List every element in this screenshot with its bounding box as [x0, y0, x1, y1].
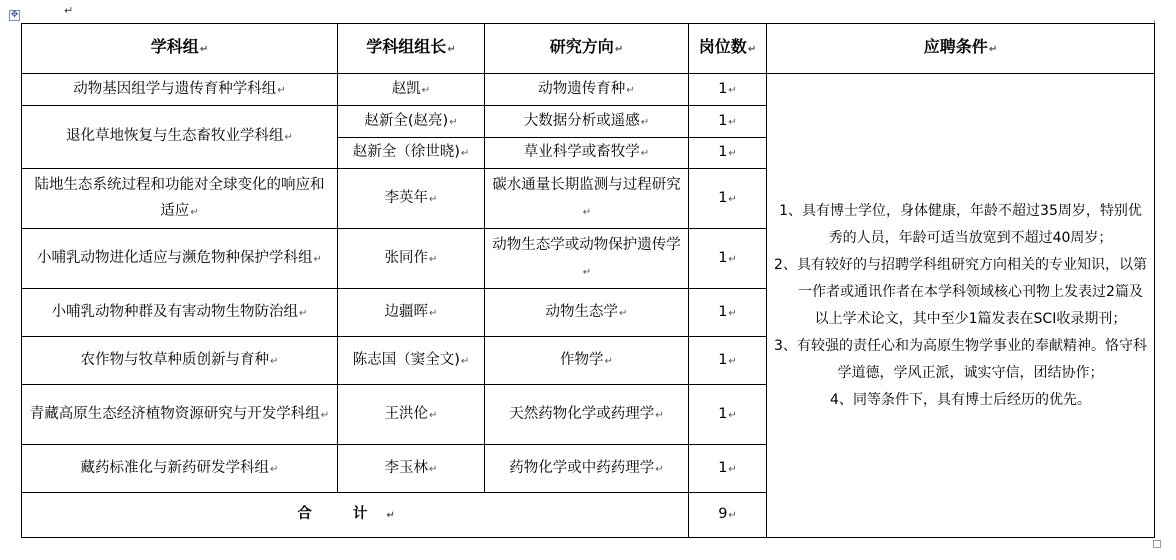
group-cell: 小哺乳动物种群及有害动物生物防治组 ↵: [22, 289, 338, 337]
group-cell: 小哺乳动物进化适应与濒危物种保护学科组 ↵: [22, 229, 338, 289]
direction-cell: 动物生态学或动物保护遗传学 ↵: [485, 229, 689, 289]
direction-cell: 碳水通量长期监测与过程研究 ↵: [485, 169, 689, 229]
total-label-cell: 合 计 ↵: [22, 493, 689, 538]
leader-cell: 陈志国（窦全文) ↵: [338, 337, 485, 385]
direction-cell: 草业科学或畜牧学 ↵: [485, 138, 689, 169]
direction-cell: 动物生态学 ↵: [485, 289, 689, 337]
table-row: [22, 74, 1155, 106]
leader-cell: 张同作 ↵: [338, 229, 485, 289]
header-direction: 研究方向 ↵: [485, 24, 689, 74]
conditions-cell: [767, 74, 1155, 538]
leader-cell: 赵新全（徐世晓) ↵: [338, 138, 485, 169]
direction-cell: 作物学 ↵: [485, 337, 689, 385]
direction-cell: 动物遗传育种 ↵: [485, 74, 689, 106]
positions-cell: 1 ↵: [689, 138, 767, 169]
header-group: 学科组 ↵: [22, 24, 338, 74]
total-value-cell: 9 ↵: [689, 493, 767, 538]
positions-cell: 1 ↵: [689, 169, 767, 229]
leader-cell: 边疆晖 ↵: [338, 289, 485, 337]
positions-cell: 1 ↵: [689, 385, 767, 445]
positions-cell: 1 ↵: [689, 445, 767, 493]
header-leader: 学科组组长 ↵: [338, 24, 485, 74]
direction-cell: 天然药物化学或药理学 ↵: [485, 385, 689, 445]
table-resize-handle[interactable]: [1153, 540, 1161, 548]
positions-cell: 1 ↵: [689, 289, 767, 337]
paragraph-mark: ↵: [64, 4, 74, 17]
group-cell: 农作物与牧草种质创新与育种 ↵: [22, 337, 338, 385]
condition-item: 4、同等条件下，具有博士后经历的优先。: [830, 391, 1091, 408]
leader-cell: 王洪伦 ↵: [338, 385, 485, 445]
positions-cell: 1 ↵: [689, 229, 767, 289]
condition-item: 1、具有博士学位，身体健康，年龄不超过35周岁，特别优秀的人员，年龄可适当放宽到不超过40周岁；: [779, 202, 1142, 246]
positions-cell: 1 ↵: [689, 74, 767, 106]
group-cell: 藏药标准化与新药研发学科组 ↵: [22, 445, 338, 493]
direction-cell: 药物化学或中药药理学 ↵: [485, 445, 689, 493]
condition-item: 2、具有较好的与招聘学科组研究方向相关的专业知识，以第一作者或通讯作者在本学科领域核心刊物上发表过2篇及以上学术论文，其中至少1篇发表在SCI收录期刊；: [774, 256, 1147, 327]
header-positions: 岗位数 ↵: [689, 24, 767, 74]
condition-item: 3、有较强的责任心和为高原生物学事业的奉献精神。恪守科学道德，学风正派，诚实守信，团结协作；: [774, 337, 1147, 381]
leader-cell: 李英年 ↵: [338, 169, 485, 229]
positions-cell: 1 ↵: [689, 337, 767, 385]
leader-cell: 赵新全(赵亮) ↵: [338, 106, 485, 138]
recruitment-table: [21, 23, 1155, 538]
group-cell: 陆地生态系统过程和功能对全球变化的响应和适应 ↵: [22, 169, 338, 229]
group-cell: 青藏高原生态经济植物资源研究与开发学科组 ↵: [22, 385, 338, 445]
group-cell: 动物基因组学与遗传育种学科组 ↵: [22, 74, 338, 106]
table-move-handle[interactable]: ✥: [10, 10, 19, 20]
positions-cell: 1 ↵: [689, 106, 767, 138]
direction-cell: 大数据分析或遥感 ↵: [485, 106, 689, 138]
group-cell: 退化草地恢复与生态畜牧业学科组 ↵: [22, 106, 338, 169]
table-header-row: [22, 24, 1155, 74]
leader-cell: 李玉林 ↵: [338, 445, 485, 493]
header-conditions: 应聘条件 ↵: [767, 24, 1155, 74]
leader-cell: 赵凯 ↵: [338, 74, 485, 106]
